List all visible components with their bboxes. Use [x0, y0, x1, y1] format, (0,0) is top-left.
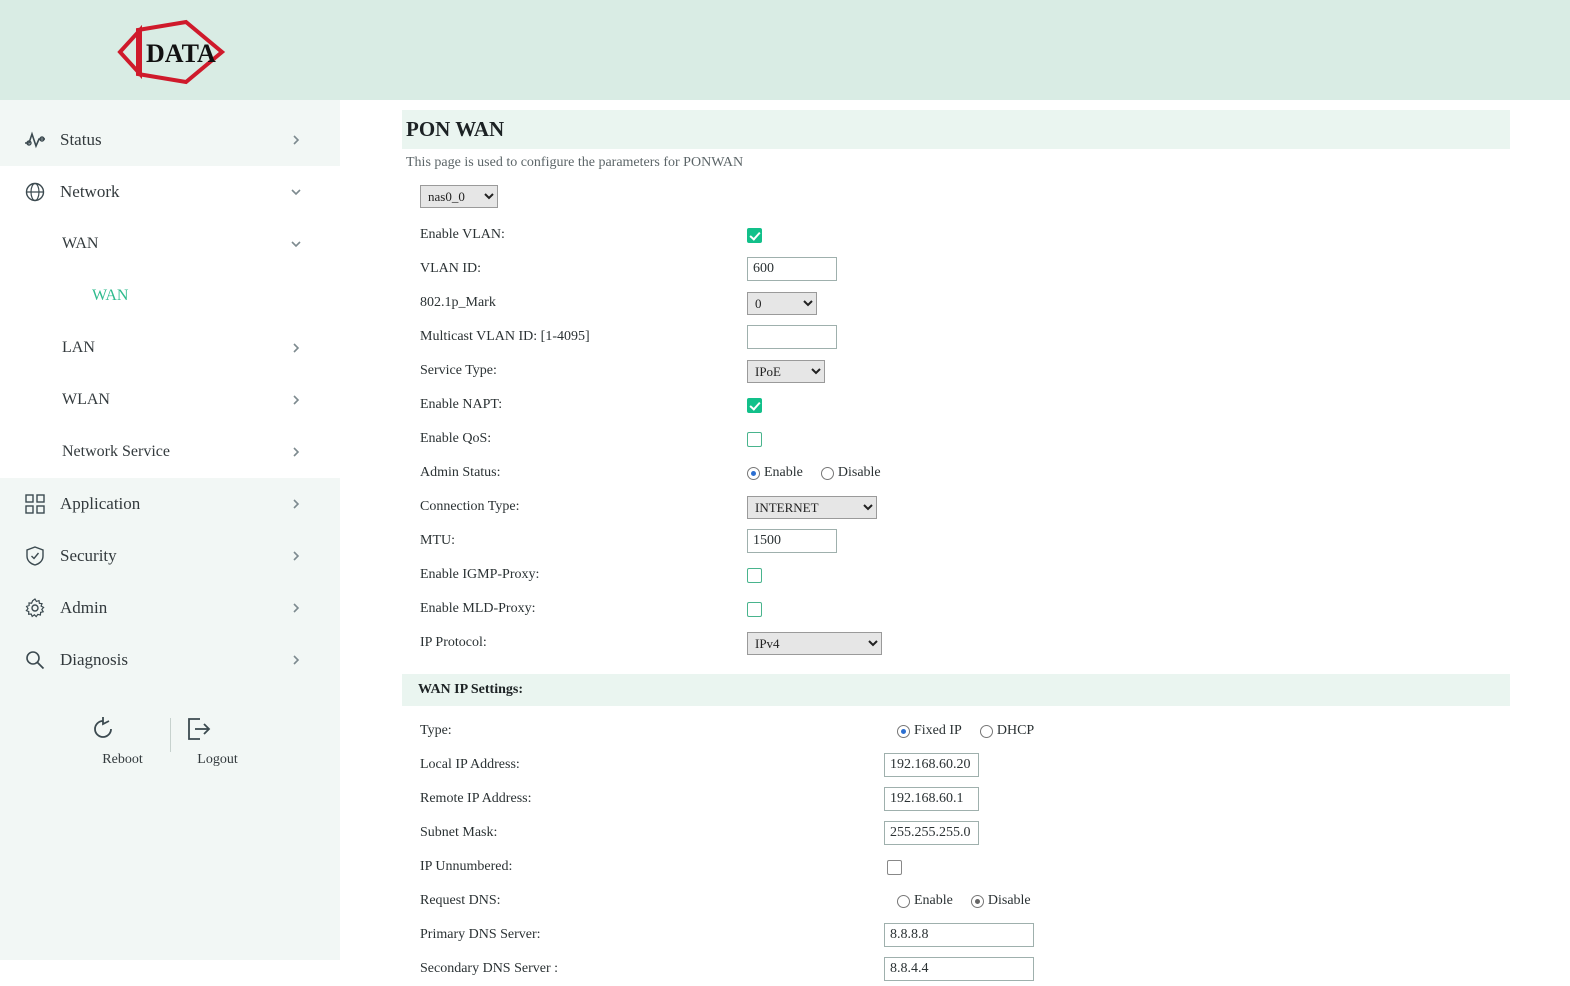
chevron-down-icon: [286, 182, 306, 202]
enable-qos-checkbox[interactable]: [747, 432, 762, 447]
ip-type-label: Type:: [420, 723, 452, 738]
brand-logo: [110, 16, 235, 86]
action-divider: [170, 718, 171, 752]
p-mark-label: 802.1p_Mark: [420, 295, 496, 310]
subnet-mask-input[interactable]: [884, 821, 979, 845]
row-enable-vlan: [402, 218, 1510, 252]
sidebar-item-label: Status: [60, 130, 102, 149]
p-mark-select[interactable]: [747, 292, 817, 315]
row-connection-type: [402, 490, 1510, 524]
sidebar: [0, 100, 340, 960]
sidebar-item-security[interactable]: [0, 530, 340, 582]
mtu-input[interactable]: [747, 529, 837, 553]
request-dns-enable-label: Enable: [914, 893, 953, 908]
search-icon: [22, 648, 48, 672]
sidebar-item-wan[interactable]: [0, 218, 340, 270]
row-ip-protocol: [402, 626, 1510, 660]
enable-napt-checkbox[interactable]: [747, 398, 762, 413]
vlan-id-label: VLAN ID:: [420, 261, 482, 276]
vlan-id-input[interactable]: [747, 257, 837, 281]
enable-napt-label: Enable NAPT:: [420, 397, 503, 412]
ip-protocol-select[interactable]: [747, 632, 882, 655]
ip-unnumbered-label: IP Unnumbered:: [420, 859, 513, 874]
mtu-label: MTU:: [420, 533, 455, 548]
gear-icon: [22, 596, 48, 620]
remote-ip-label: Remote IP Address:: [420, 791, 532, 806]
radio-dot: [980, 725, 993, 738]
ip-type-fixed-label: Fixed IP: [914, 723, 962, 738]
enable-mld-proxy-label: Enable MLD-Proxy:: [420, 601, 536, 616]
row-request-dns: [402, 884, 1510, 918]
reboot-button[interactable]: [90, 716, 156, 768]
row-enable-napt: [402, 388, 1510, 422]
logout-label: Logout: [197, 752, 238, 767]
primary-dns-label: Primary DNS Server:: [420, 927, 541, 942]
radio-dot: [821, 467, 834, 480]
sidebar-item-label: WAN: [92, 287, 129, 304]
sidebar-item-label: Network Service: [62, 443, 170, 460]
sidebar-item-wlan[interactable]: [0, 374, 340, 426]
radio-dot: [971, 895, 984, 908]
chevron-right-icon: [286, 338, 306, 358]
row-service-type: [402, 354, 1510, 388]
enable-igmp-proxy-label: Enable IGMP-Proxy:: [420, 567, 540, 582]
admin-status-enable-radio[interactable]: [747, 465, 803, 481]
secondary-dns-input[interactable]: [884, 957, 1034, 981]
radio-dot: [747, 467, 760, 480]
wan-interface-select[interactable]: [420, 185, 498, 208]
row-subnet-mask: [402, 816, 1510, 850]
secondary-dns-label: Secondary DNS Server :: [420, 961, 559, 976]
request-dns-disable-radio[interactable]: [971, 893, 1031, 909]
row-primary-dns: [402, 918, 1510, 952]
ip-unnumbered-checkbox[interactable]: [887, 860, 902, 875]
local-ip-input[interactable]: [884, 753, 979, 777]
main-content: [340, 100, 1570, 976]
request-dns-enable-radio[interactable]: [897, 893, 953, 909]
sidebar-item-label: LAN: [62, 339, 95, 356]
svg-text:DATA: DATA: [146, 39, 216, 68]
page-description: This page is used to configure the parameters for PONWAN: [406, 155, 744, 170]
service-type-select[interactable]: [747, 360, 825, 383]
request-dns-label: Request DNS:: [420, 893, 501, 908]
row-ip-unnumbered: [402, 850, 1510, 884]
ip-type-fixed-radio[interactable]: [897, 723, 962, 739]
row-vlan-id: [402, 252, 1510, 286]
wan-selector-wrap: [420, 185, 1510, 208]
chevron-right-icon: [286, 130, 306, 150]
sidebar-item-label: Diagnosis: [60, 650, 128, 669]
row-ip-type: [402, 714, 1510, 748]
ip-type-dhcp-label: DHCP: [996, 723, 1035, 738]
enable-vlan-checkbox[interactable]: [747, 228, 762, 243]
enable-qos-label: Enable QoS:: [420, 431, 492, 446]
row-mtu: [402, 524, 1510, 558]
remote-ip-input[interactable]: [884, 787, 979, 811]
sidebar-item-lan[interactable]: [0, 322, 340, 374]
sidebar-item-status[interactable]: [0, 114, 340, 166]
row-remote-ip: [402, 782, 1510, 816]
chevron-right-icon: [286, 390, 306, 410]
sidebar-actions: [0, 716, 340, 768]
reboot-icon: [90, 716, 156, 744]
row-p-mark: [402, 286, 1510, 320]
sidebar-item-application[interactable]: [0, 478, 340, 530]
page-header: [0, 0, 1570, 100]
sidebar-item-admin[interactable]: [0, 582, 340, 634]
reboot-label: Reboot: [102, 752, 143, 767]
enable-mld-proxy-checkbox[interactable]: [747, 602, 762, 617]
row-local-ip: [402, 748, 1510, 782]
row-enable-mld-proxy: [402, 592, 1510, 626]
ip-type-dhcp-radio[interactable]: [980, 723, 1034, 739]
subnet-mask-label: Subnet Mask:: [420, 825, 498, 840]
sidebar-item-label: Admin: [60, 598, 108, 617]
row-admin-status: [402, 456, 1510, 490]
multicast-vlan-id-label: Multicast VLAN ID: [1-4095]: [420, 329, 590, 344]
enable-igmp-proxy-checkbox[interactable]: [747, 568, 762, 583]
row-secondary-dns: [402, 952, 1510, 986]
request-dns-disable-label: Disable: [987, 893, 1031, 908]
ip-protocol-label: IP Protocol:: [420, 635, 487, 650]
admin-status-label: Admin Status:: [420, 465, 501, 480]
admin-status-disable-label: Disable: [837, 465, 881, 480]
row-multicast-vlan-id: [402, 320, 1510, 354]
chevron-right-icon: [286, 598, 306, 618]
logout-icon: [185, 716, 251, 744]
sidebar-item-label: WAN: [62, 235, 99, 252]
shield-icon: [22, 544, 48, 568]
sidebar-item-label: Application: [60, 494, 141, 513]
chevron-down-icon: [286, 234, 306, 254]
sidebar-item-label: Network: [60, 182, 120, 201]
chevron-right-icon: [286, 546, 306, 566]
chevron-right-icon: [286, 494, 306, 514]
connection-type-label: Connection Type:: [420, 499, 520, 514]
sidebar-item-network[interactable]: [0, 166, 340, 218]
row-enable-qos: [402, 422, 1510, 456]
sidebar-item-label: WLAN: [62, 391, 110, 408]
radio-dot: [897, 725, 910, 738]
primary-dns-input[interactable]: [884, 923, 1034, 947]
row-enable-igmp-proxy: [402, 558, 1510, 592]
logout-button[interactable]: [185, 716, 251, 768]
page-title: PON WAN: [402, 110, 1510, 149]
sidebar-item-wan-sub[interactable]: [0, 270, 340, 322]
enable-vlan-label: Enable VLAN:: [420, 227, 505, 242]
sidebar-item-network-service[interactable]: [0, 426, 340, 478]
chevron-right-icon: [286, 650, 306, 670]
wan-ip-settings-header: WAN IP Settings:: [402, 674, 1510, 706]
chevron-right-icon: [286, 442, 306, 462]
radio-dot: [897, 895, 910, 908]
activity-icon: [22, 128, 48, 152]
sidebar-item-diagnosis[interactable]: [0, 634, 340, 686]
admin-status-disable-radio[interactable]: [821, 465, 881, 481]
globe-icon: [22, 180, 48, 204]
multicast-vlan-id-input[interactable]: [747, 325, 837, 349]
service-type-label: Service Type:: [420, 363, 497, 378]
sidebar-item-label: Security: [60, 546, 117, 565]
admin-status-enable-label: Enable: [764, 465, 803, 480]
local-ip-label: Local IP Address:: [420, 757, 520, 772]
grid-icon: [22, 492, 48, 516]
connection-type-select[interactable]: [747, 496, 877, 519]
